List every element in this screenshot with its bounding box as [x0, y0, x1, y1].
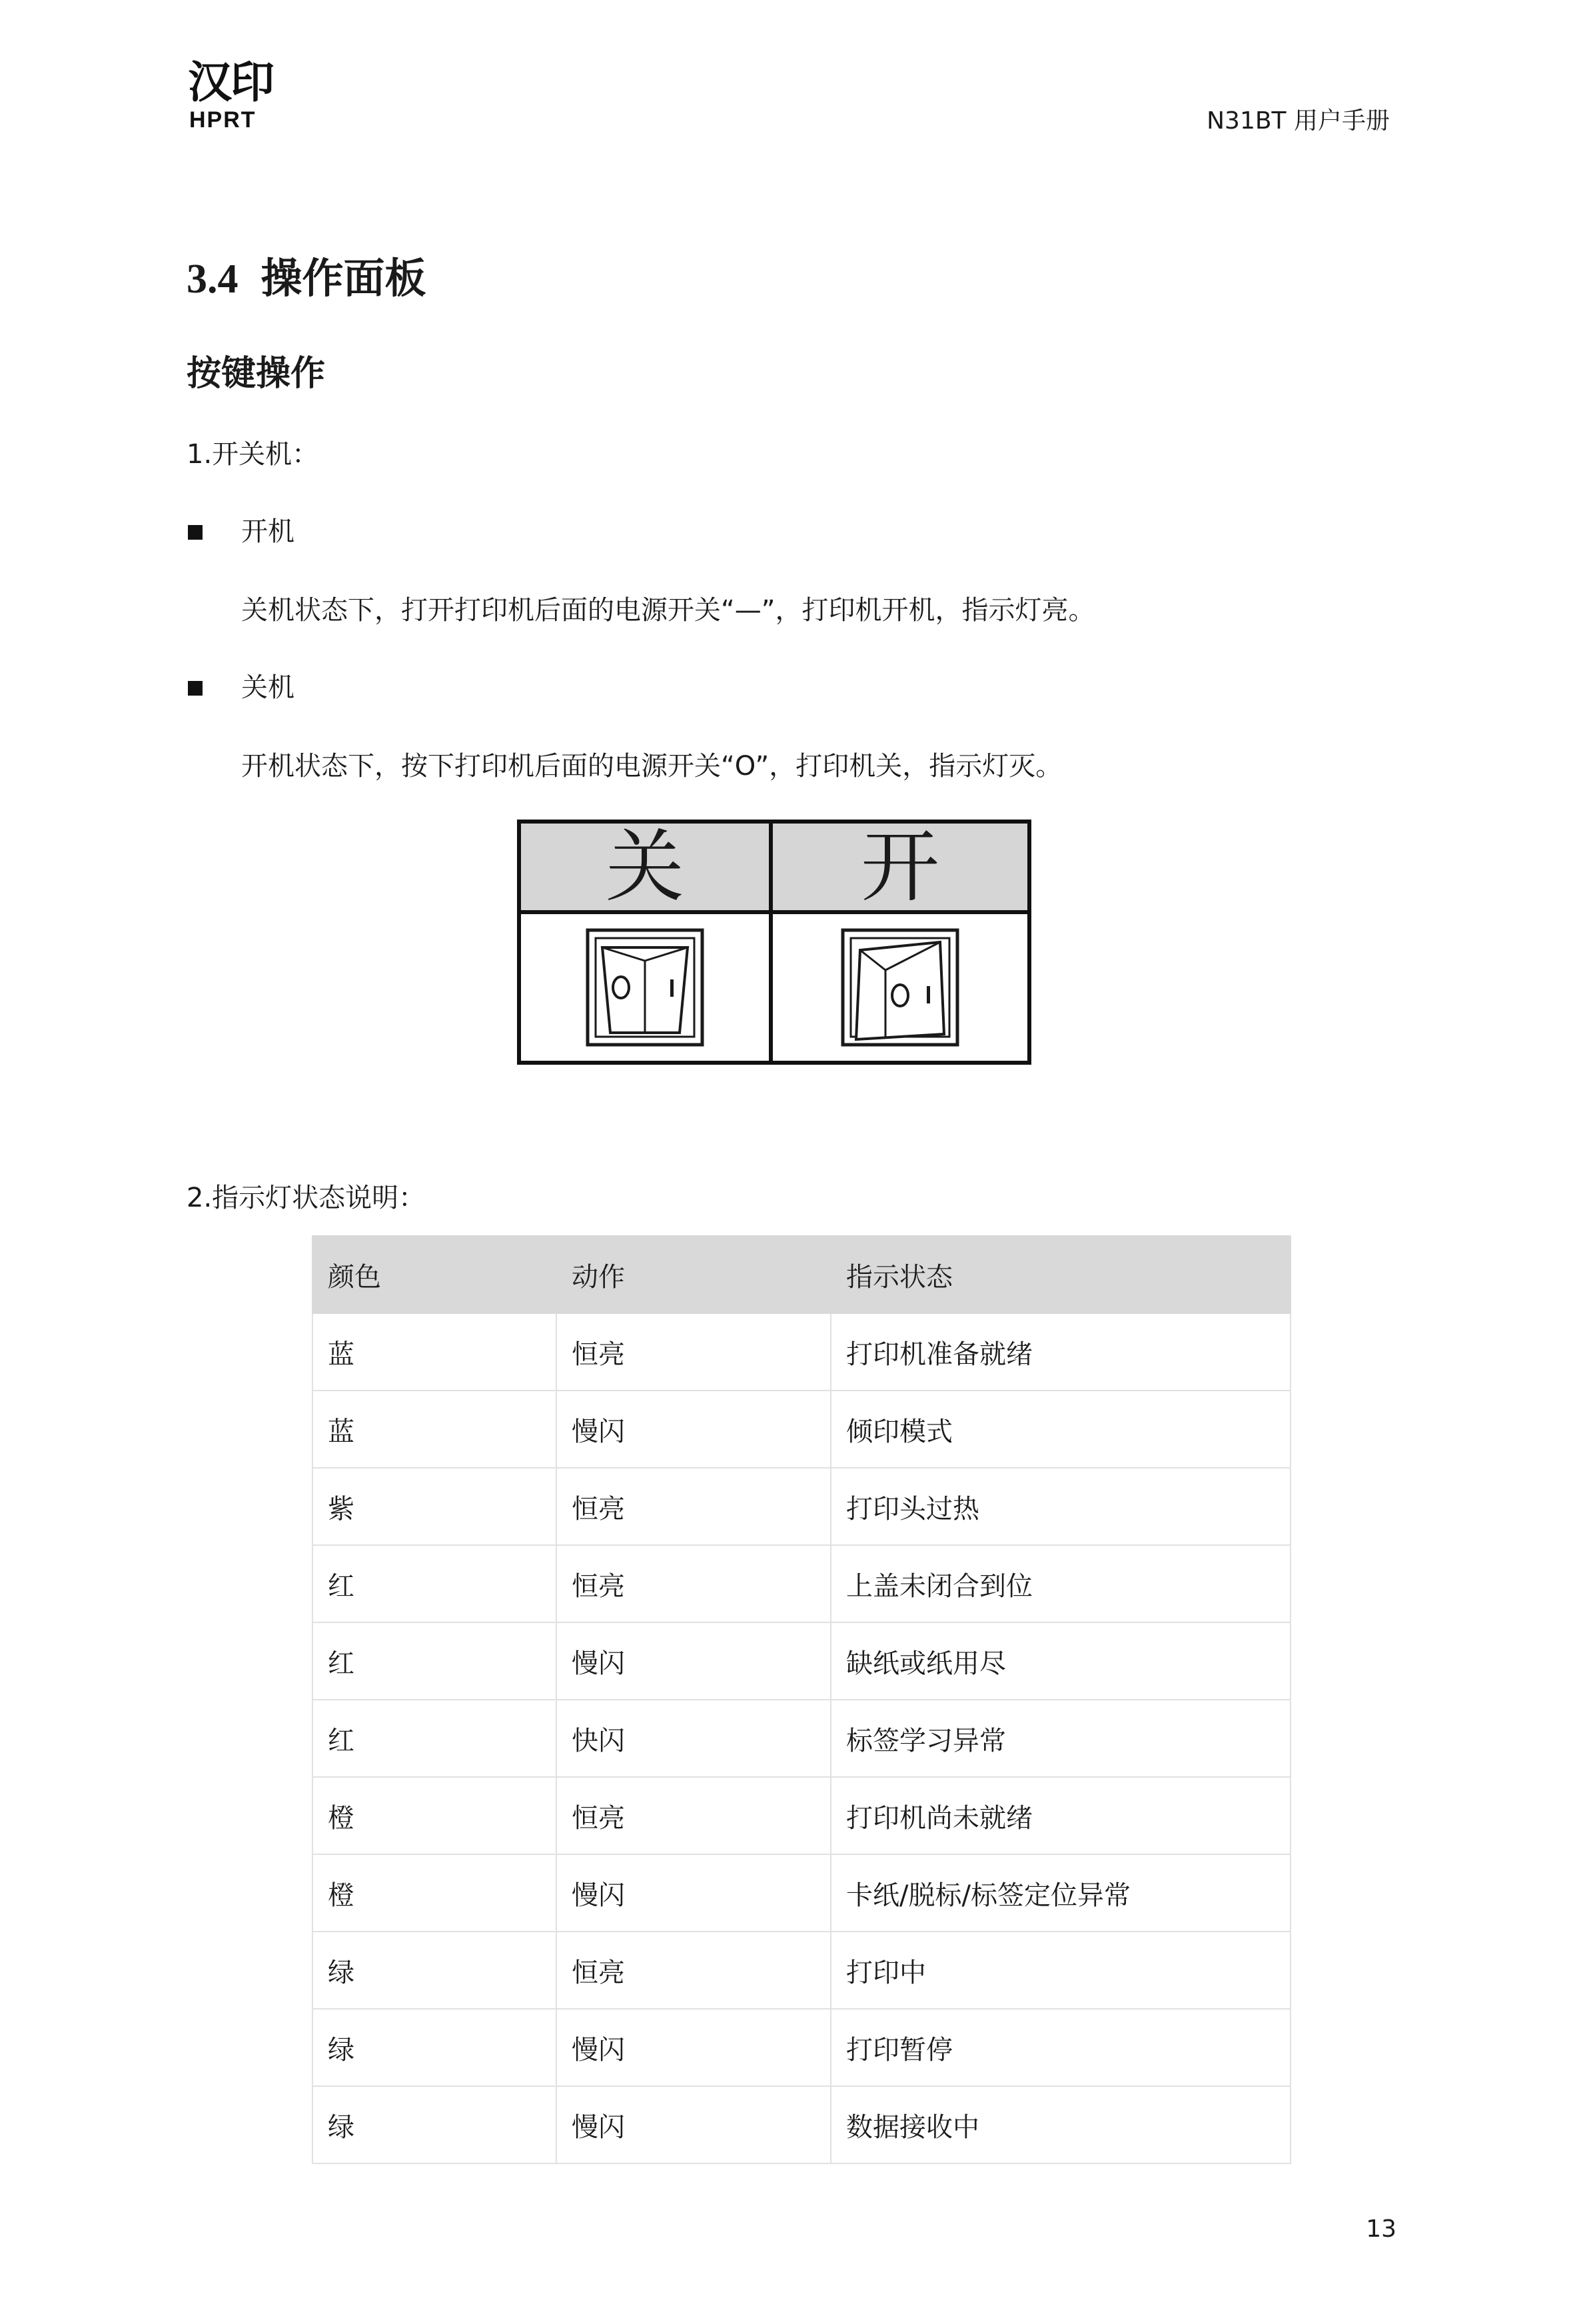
cell-status: 标签学习异常	[831, 1700, 1291, 1777]
hprt-logo	[188, 56, 281, 133]
cell-status: 打印机准备就绪	[831, 1313, 1291, 1391]
rocker-switch-on-icon	[833, 921, 967, 1054]
cell-color: 橙	[312, 1777, 556, 1854]
cell-action: 慢闪	[556, 2009, 831, 2086]
cell-status: 缺纸或纸用尽	[831, 1622, 1291, 1700]
table-row	[312, 1313, 1291, 1391]
switch-on-cell	[773, 914, 1027, 1061]
table-row	[312, 1468, 1291, 1545]
power-off-label: 关机	[241, 672, 294, 703]
indicator-status-table	[312, 1235, 1291, 2164]
logo-chinese-text: 汉印	[188, 57, 273, 108]
power-on-label: 开机	[241, 516, 294, 547]
page-number: 13	[1366, 2215, 1396, 2243]
subsection-heading: 按键操作	[187, 354, 326, 394]
cell-color: 红	[312, 1622, 556, 1700]
table-row	[312, 1622, 1291, 1700]
cell-status: 卡纸/脱标/标签定位异常	[831, 1854, 1291, 1932]
cell-action: 慢闪	[556, 2086, 831, 2163]
table-row	[312, 1777, 1291, 1854]
table-row	[312, 1932, 1291, 2009]
cell-color: 绿	[312, 1932, 556, 2009]
cell-color: 绿	[312, 2009, 556, 2086]
cell-action: 恒亮	[556, 1313, 831, 1391]
column-header-color: 颜色	[312, 1236, 556, 1313]
section-number: 3.4	[187, 257, 239, 302]
cell-status: 上盖未闭合到位	[831, 1545, 1291, 1622]
cell-color: 橙	[312, 1854, 556, 1932]
indicator-heading: 2.指示灯状态说明：	[187, 1183, 426, 1213]
cell-action: 慢闪	[556, 1622, 831, 1700]
cell-status: 打印头过热	[831, 1468, 1291, 1545]
square-bullet-icon	[188, 681, 203, 696]
switch-off-cell	[521, 914, 773, 1061]
cell-status: 打印暂停	[831, 2009, 1291, 2086]
table-row	[312, 1391, 1291, 1468]
cell-color: 蓝	[312, 1313, 556, 1391]
column-header-action: 动作	[556, 1236, 831, 1313]
power-switch-figure	[517, 820, 1031, 1065]
table-row	[312, 1700, 1291, 1777]
table-header-row	[312, 1236, 1291, 1313]
switch-on-label: 开	[773, 824, 1027, 914]
cell-color: 红	[312, 1545, 556, 1622]
cell-action: 恒亮	[556, 1468, 831, 1545]
cell-color: 紫	[312, 1468, 556, 1545]
power-off-description: 开机状态下，按下打印机后面的电源开关“O”，打印机关，指示灯灭。	[241, 751, 1063, 782]
column-header-status: 指示状态	[831, 1236, 1291, 1313]
table-row	[312, 2086, 1291, 2163]
table-row	[312, 1545, 1291, 1622]
square-bullet-icon	[188, 525, 203, 540]
switch-off-label: 关	[521, 824, 773, 914]
cell-action: 慢闪	[556, 1854, 831, 1932]
cell-status: 打印中	[831, 1932, 1291, 2009]
rocker-switch-off-icon	[578, 921, 712, 1054]
cell-status: 打印机尚未就绪	[831, 1777, 1291, 1854]
cell-color: 红	[312, 1700, 556, 1777]
cell-action: 恒亮	[556, 1932, 831, 2009]
cell-status: 倾印模式	[831, 1391, 1291, 1468]
document-title: N31BT 用户手册	[1207, 107, 1390, 135]
section-title: 操作面板	[261, 254, 426, 302]
section-heading	[187, 252, 426, 306]
cell-action: 快闪	[556, 1700, 831, 1777]
cell-color: 蓝	[312, 1391, 556, 1468]
power-heading: 1.开关机：	[187, 439, 319, 470]
cell-status: 数据接收中	[831, 2086, 1291, 2163]
cell-color: 绿	[312, 2086, 556, 2163]
power-on-description: 关机状态下，打开打印机后面的电源开关“—”，打印机开机，指示灯亮。	[241, 595, 1095, 626]
cell-action: 慢闪	[556, 1391, 831, 1468]
logo-english-text: HPRT	[189, 107, 257, 133]
table-row	[312, 2009, 1291, 2086]
table-row	[312, 1854, 1291, 1932]
cell-action: 恒亮	[556, 1777, 831, 1854]
cell-action: 恒亮	[556, 1545, 831, 1622]
